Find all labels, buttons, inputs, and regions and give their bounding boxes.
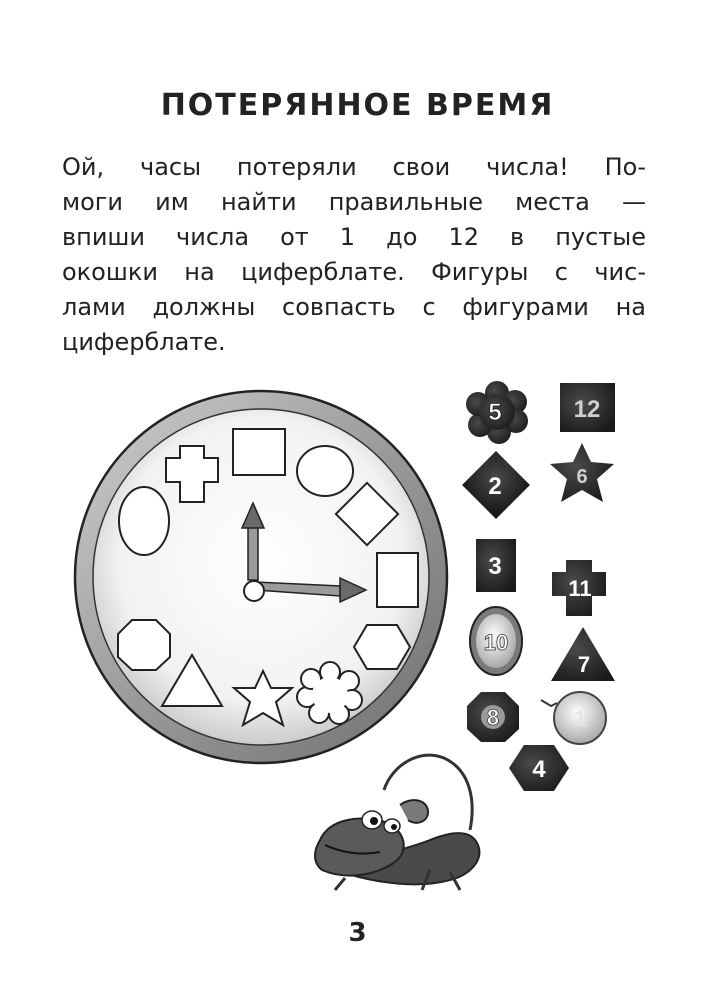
paragraph-line: окошки на циферблате. Фигуры с чис- [62,258,646,286]
tile-label: 6 [576,466,588,488]
tile-square[interactable] [560,383,615,432]
tile-label: 8 [486,705,500,730]
tile-cross[interactable] [552,560,606,616]
page-number: 3 [348,918,367,948]
paragraph-line: Ой, часы потеряли свои числа! По- [62,153,646,181]
paragraph-line: циферблате. [62,328,226,356]
tile-label: 4 [532,756,546,783]
tile-label: 3 [488,553,502,580]
tile-label: 1 [573,706,587,731]
tile-label: 11 [568,576,592,601]
clock-window-circle[interactable] [297,446,353,496]
tile-label: 7 [577,652,591,677]
tile-hexagon[interactable] [509,745,569,791]
paragraph-line: впиши числа от 1 до 12 в пустые [62,223,646,251]
clock-window-square[interactable] [233,429,285,475]
tile-label: 2 [488,473,502,500]
tile-octagon[interactable] [467,692,519,742]
page-title: ПОТЕРЯННОЕ ВРЕМЯ [160,88,555,123]
tile-label: 5 [488,399,502,426]
mouse-illustration [315,755,479,890]
tile-star[interactable] [550,443,614,502]
clock-window-octagon[interactable] [118,620,170,670]
tile-flower[interactable] [466,381,528,444]
paragraph-line: моги им найти правильные места — [62,188,646,216]
paragraph-line: лами должны совпасть с фигурами на [62,293,646,321]
tile-label: 12 [573,396,601,423]
clock-window-oval[interactable] [119,487,169,555]
clock-illustration [75,391,447,763]
clock-window-hexagon[interactable] [354,625,410,669]
tile-oval[interactable] [470,607,522,675]
tile-triangle[interactable] [551,627,615,681]
tile-diamond[interactable] [462,451,530,519]
tile-circle[interactable] [541,692,606,744]
number-tiles [462,381,615,791]
tile-rectangle[interactable] [476,539,516,592]
clock-window-rectangle[interactable] [377,553,418,607]
tile-label: 10 [483,630,509,655]
